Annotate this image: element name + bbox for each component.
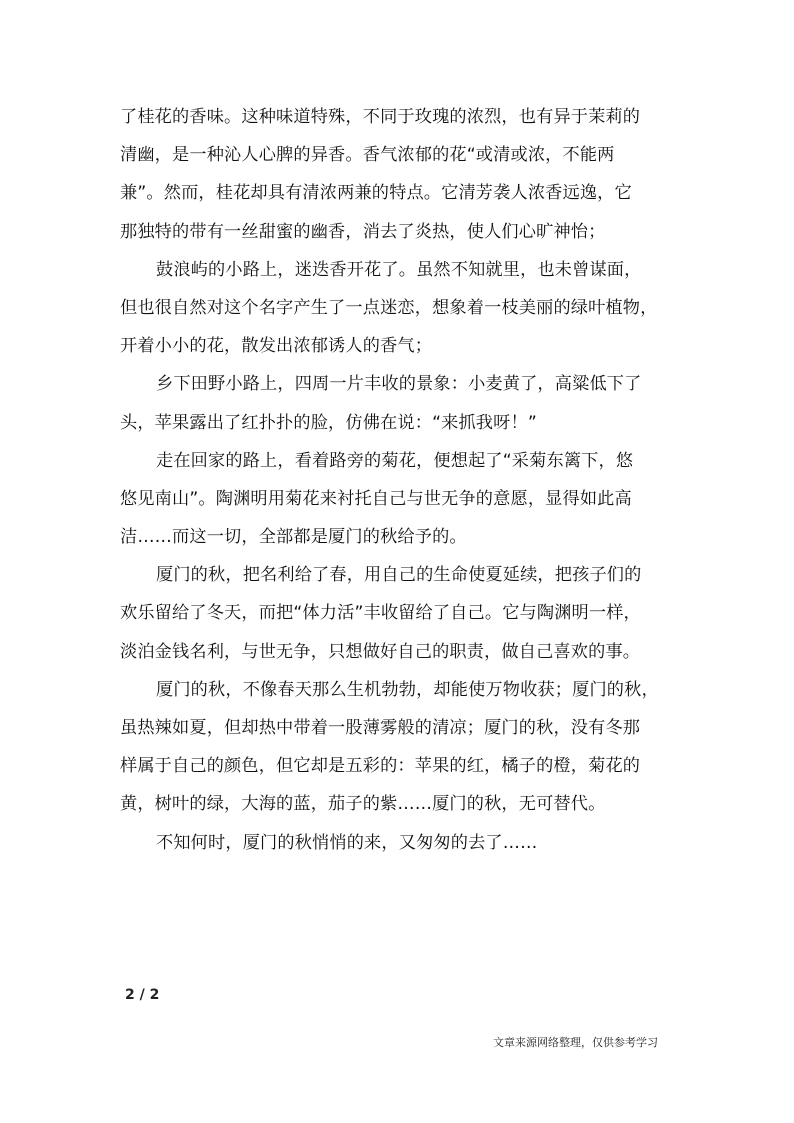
text-line: 洁……而这一切，全部都是厦门的秋给予的。 — [120, 527, 467, 548]
text-line: 开着小小的花，散发出浓郁诱人的香气； — [120, 336, 433, 357]
paragraph-start-line: 厦门的秋，把名利给了春，用自己的生命使夏延续，把孩子们的 — [156, 565, 642, 586]
text-line: 虽热辣如夏，但却热中带着一股薄雾般的清凉；厦门的秋，没有冬那 — [120, 718, 641, 738]
text-line: 悠见南山”。陶渊明用菊花来衬托自己与世无争的意愿，显得如此高 — [120, 488, 632, 509]
text-line: 欢乐留给了冬天，而把“体力活”丰收留给了自己。它与陶渊明一样， — [120, 603, 641, 624]
paragraph-start-line: 鼓浪屿的小路上，迷迭香开花了。虽然不知就里，也未曾谋面， — [156, 259, 642, 280]
text-line: 那独特的带有一丝甜蜜的幽香，消去了炎热，使人们心旷神怡； — [120, 221, 606, 242]
article-body — [120, 98, 690, 862]
paragraph-start-line: 不知何时，厦门的秋悄悄的来，又匆匆的去了…… — [156, 832, 538, 853]
text-line: 但也很自然对这个名字产生了一点迷恋，想象着一枝美丽的绿叶植物， — [120, 297, 658, 318]
source-note: 文章来源网络整理，仅供参考学习 — [493, 1036, 658, 1049]
page-number: 2 / 2 — [125, 987, 160, 1003]
text-line: 淡泊金钱名利，与世无争，只想做好自己的职责，做自己喜欢的事。 — [120, 641, 641, 662]
paragraph-start-line: 走在回家的路上，看着路旁的菊花，便想起了“采菊东篱下，悠 — [156, 450, 634, 471]
text-line: 了桂花的香味。这种味道特殊，不同于玫瑰的浓烈，也有异于茉莉的 — [120, 107, 641, 127]
text-line: 兼”。然而，桂花却具有清浓两兼的特点。它清芳袭人浓香远逸，它 — [120, 183, 632, 204]
text-line: 样属于自己的颜色，但它却是五彩的：苹果的红，橘子的橙，菊花的 — [120, 756, 641, 777]
text-line: 黄，树叶的绿，大海的蓝，茄子的紫……厦门的秋，无可替代。 — [120, 794, 606, 815]
paragraph-start-line: 乡下田野小路上，四周一片丰收的景象：小麦黄了，高粱低下了 — [156, 374, 642, 395]
text-line: 头，苹果露出了红扑扑的脸，仿佛在说：“来抓我呀！” — [120, 412, 537, 433]
paragraph-start-line: 厦门的秋，不像春天那么生机勃勃，却能使万物收获；厦门的秋， — [156, 679, 659, 700]
text-line: 清幽，是一种沁人心脾的异香。香气浓郁的花“或清或浓，不能两 — [120, 145, 615, 166]
